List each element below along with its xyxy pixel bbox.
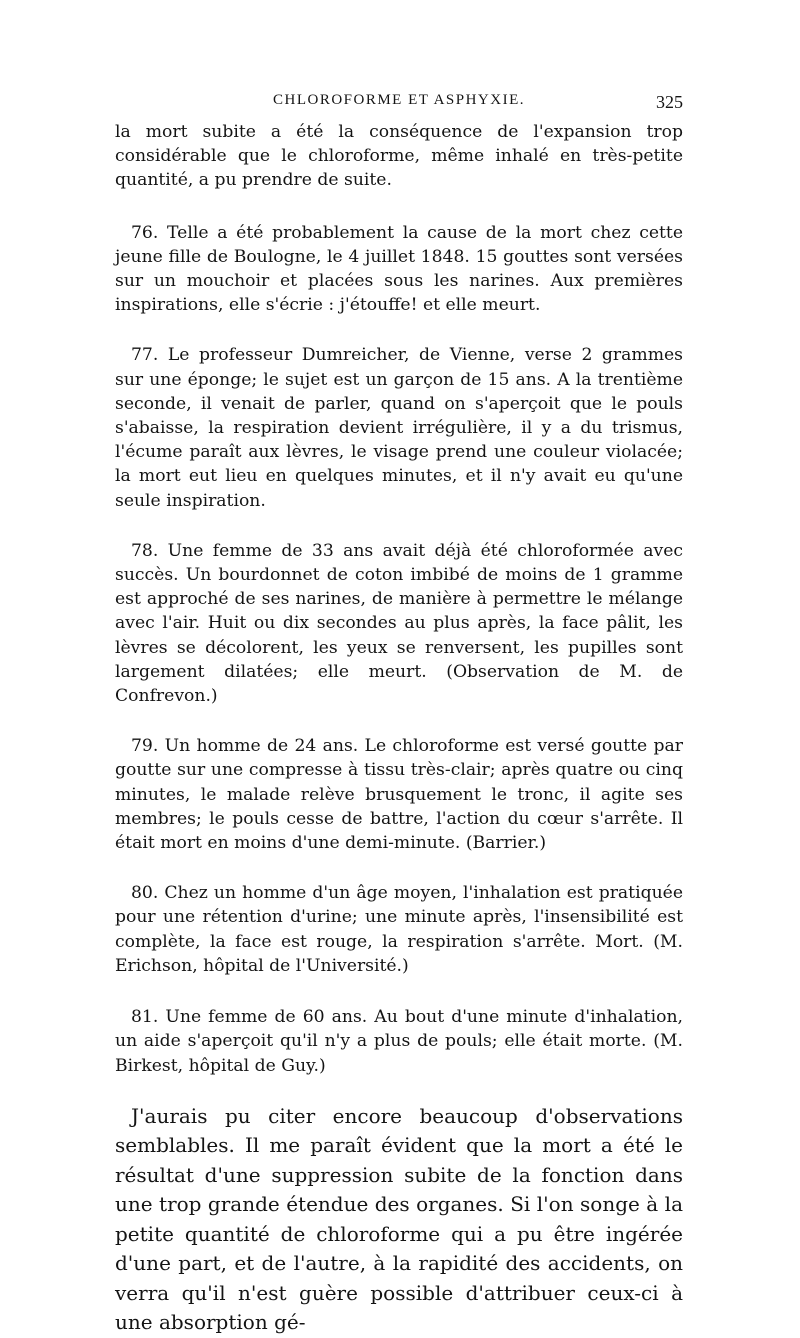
observation-76: 76. Telle a été probablement la cause de la mort chez cette jeune fille de Boulogne, le 4 juillet 1848. 15 gouttes sont versées sur un mouchoir et placées sous les narines. Aux premières inspirations, elle s'écrie : j'étouffe! et elle meurt. (115, 222, 683, 316)
paragraph-continuation: la mort subite a été la conséquence de l'expansion trop considérable que le chloroforme, même inhalé en très-petite quantité, a pu prendre de suite. (115, 122, 683, 191)
book-page (115, 92, 683, 1338)
conclusion-paragraph: J'aurais pu citer encore beaucoup d'observations semblables. Il me paraît évident que la mort a été le résultat d'une suppression subite de la fonction dans une trop grande étendue des organes. Si l'on songe à la petite quantité de chloroforme qui a pu être ingérée d'une part, et de l'autre, à la rapidité des accidents, on verra qu'il n'est guère possible d'attribuer ceux-ci à une absorption gé- (115, 1103, 683, 1335)
observation-79: 79. Un homme de 24 ans. Le chloroforme est versé goutte par goutte sur une compresse à tissu très-clair; après quatre ou cinq minutes, le malade relève brusquement le tronc, il agite ses membres; le pouls cesse de battre, l'action du cœur s'arrête. Il était mort en moins d'une demi-minute. (Barrier.) (115, 736, 683, 854)
observation-80: 80. Chez un homme d'un âge moyen, l'inhalation est pratiquée pour une rétention d'urine; une minute après, l'insensibilité est complète, la face est rouge, la respiration s'arrête. Mort. (M. Erichson, hôpital de l'Université.) (115, 883, 683, 976)
running-header (115, 92, 683, 120)
page-number: 325 (656, 92, 683, 112)
running-title: CHLOROFORME ET ASPHYXIE. (273, 92, 525, 108)
observation-81: 81. Une femme de 60 ans. Au bout d'une minute d'inhalation, un aide s'aperçoit qu'il n'y a plus de pouls; elle était morte. (M. Birkest, hôpital de Guy.) (115, 1007, 683, 1076)
observation-78: 78. Une femme de 33 ans avait déjà été chloroformée avec succès. Un bourdonnet de coton imbibé de moins de 1 gramme est approché de ses narines, de manière à permettre le mélange avec l'air. Huit ou dix secondes au plus après, la face pâlit, les lèvres se décolorent, les yeux se renversent, les pupilles sont largement dilatées; elle meurt. (Observation de M. de Confrevon.) (115, 540, 683, 707)
observation-77: 77. Le professeur Dumreicher, de Vienne, verse 2 grammes sur une éponge; le sujet est un garçon de 15 ans. A la trentième seconde, il venait de parler, quand on s'aperçoit que le pouls s'abaisse, la respiration devient irrégulière, il y a du trismus, l'écume paraît aux lèvres, le visage prend une couleur violacée; la mort eut lieu en quelques minutes, et il n'y avait eu qu'une seule inspiration. (115, 345, 683, 511)
